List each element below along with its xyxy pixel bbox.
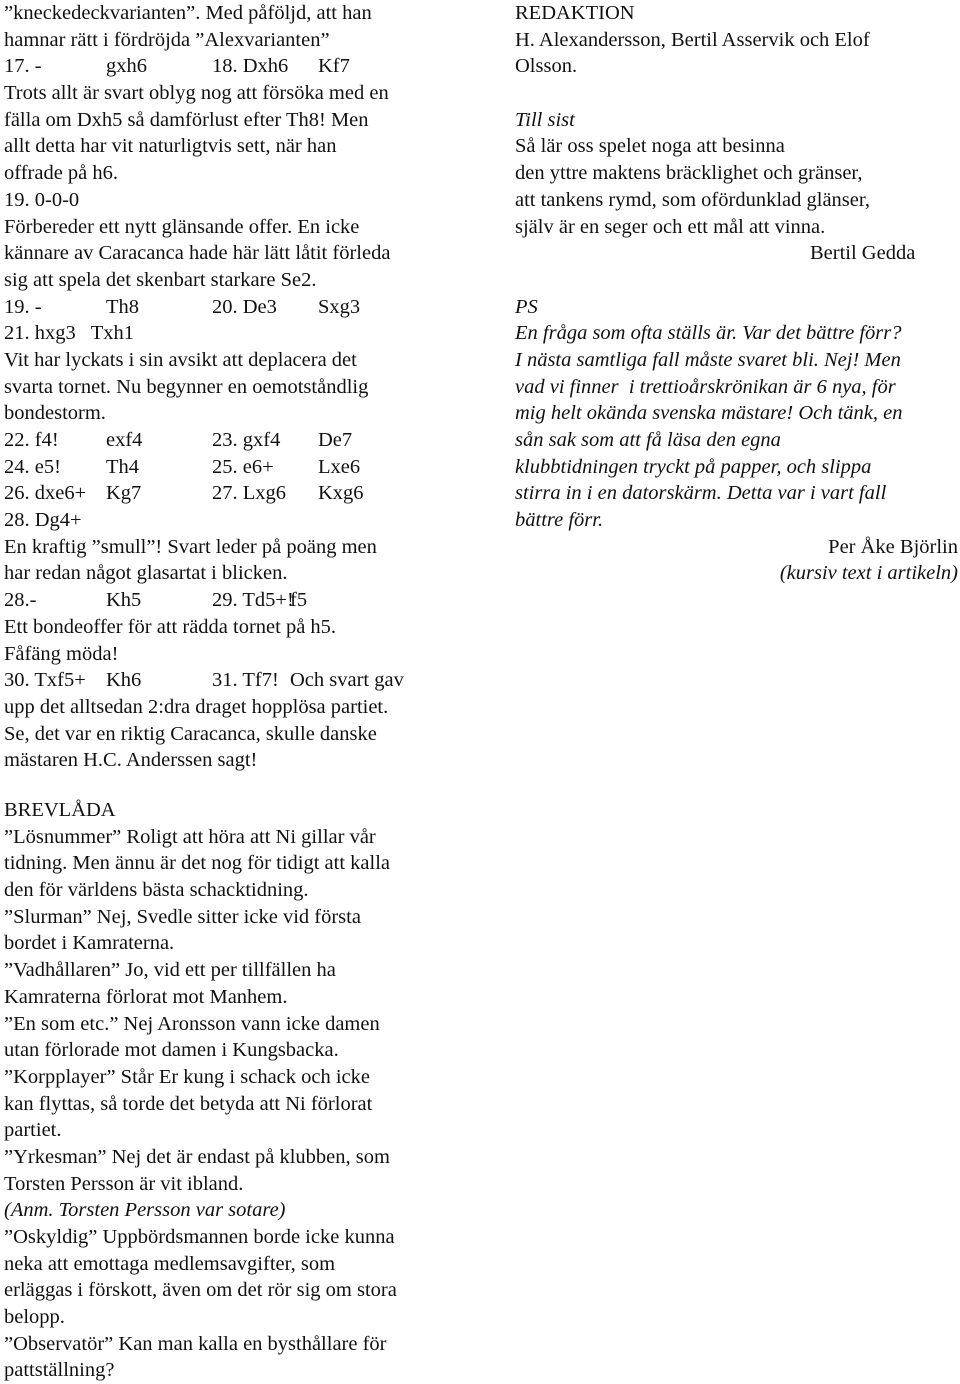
move-row [4, 480, 474, 507]
article-line: 19. 0-0-0 [4, 188, 80, 211]
letter-line: ”Lösnummer” Roligt att höra att Ni gillar vår [4, 825, 376, 848]
move-white: Kh6 [106, 669, 142, 692]
article-line: Se, det var en riktig Caracanca, skulle danske [4, 722, 377, 745]
section-heading: REDAKTION [515, 2, 635, 24]
section-heading: BREVLÅDA [4, 799, 116, 821]
ps-author: Per Åke Björlin [828, 535, 958, 558]
move-number: 24. e5! [4, 455, 61, 478]
article-line: Vit har lyckats i sin avsikt att deplacera det [4, 348, 357, 371]
letter-line: ”Yrkesman” Nej det är endast på klubben, som [4, 1145, 390, 1168]
chess-article [4, 0, 474, 774]
move-black: Lxe6 [318, 455, 361, 478]
article-line: Trots allt är svart oblyg nog att försöka med en [4, 82, 389, 105]
move-number: 18. Dxh6 [212, 55, 289, 78]
move-number: 17. - [4, 55, 42, 78]
letter-line: Kamraterna förlorat mot Manhem. [4, 985, 288, 1008]
ps-line: vad vi finner i trettioårskrönikan är 6 nya, för [515, 375, 896, 398]
article-line: En kraftig ”smull”! Svart leder på poäng men [4, 535, 377, 558]
letter-line: partiet. [4, 1119, 62, 1142]
poem-title: Till sist [515, 108, 575, 131]
letter-line: ”Slurman” Nej, Svedle sitter icke vid första [4, 905, 361, 928]
move-number: 30. Txf5+ [4, 669, 86, 692]
move-number: 31. Tf7! [212, 669, 279, 692]
letter-line: ”Observatör” Kan man kalla en bysthållare för [4, 1332, 387, 1355]
poem-section [515, 107, 960, 267]
move-black: f5 [290, 589, 308, 612]
move-comment: Och svart gav [290, 669, 404, 692]
article-line: allt detta har vit naturligtvis sett, när han [4, 135, 337, 158]
letter-line: kan flyttas, så torde det betyda att Ni förlorat [4, 1092, 373, 1115]
article-line: fälla om Dxh5 så damförlust efter Th8! Men [4, 108, 369, 131]
move-number: 27. Lxg6 [212, 482, 287, 505]
poem-line: Så lär oss spelet noga att besinna [515, 135, 785, 158]
poem-line: att tankens rymd, som ofördunklad glänser, [515, 188, 871, 211]
move-white: Kg7 [106, 482, 142, 505]
move-row [4, 667, 474, 694]
article-line: 28. Dg4+ [4, 509, 82, 532]
poem-line: själv är en seger och ett mål att vinna. [515, 215, 826, 238]
move-black: De7 [318, 429, 353, 451]
poem-line: den yttre maktens bräcklighet och gränser, [515, 162, 863, 185]
move-number: 23. gxf4 [212, 429, 281, 451]
move-black: Kxg6 [318, 482, 364, 505]
article-line: Fåfäng möda! [4, 642, 119, 665]
letter-line: belopp. [4, 1306, 65, 1329]
letter-line: tidning. Men ännu är det nog för tidigt att kalla [4, 852, 390, 875]
move-number: 22. f4! [4, 429, 59, 451]
ps-line: klubbtidningen tryckt på papper, och slippa [515, 455, 872, 478]
editor-note: (Anm. Torsten Persson var sotare) [4, 1199, 286, 1222]
move-white: Th8 [106, 295, 140, 318]
letter-line: ”Vadhållaren” Jo, vid ett per tillfällen ha [4, 959, 336, 982]
move-number: 28.- [4, 589, 37, 612]
poem-author: Bertil Gedda [810, 242, 916, 265]
move-white: Th4 [106, 455, 140, 478]
ps-line: bättre förr. [515, 509, 604, 532]
ps-line: En fråga som ofta ställs är. Var det bättre förr? [515, 322, 902, 345]
move-row [4, 587, 474, 614]
ps-line: I nästa samtliga fall måste svaret bli. Nej! Men [515, 348, 901, 371]
move-number: 26. dxe6+ [4, 482, 87, 505]
spacer [515, 80, 960, 107]
ps-section [515, 294, 960, 588]
move-row [4, 294, 474, 321]
article-line: kännare av Caracanca hade här lätt låtit förleda [4, 242, 391, 265]
article-line: mästaren H.C. Anderssen sagt! [4, 749, 258, 772]
article-line: offrade på h6. [4, 162, 119, 185]
article-line: 21. hxg3 Txh1 [4, 322, 135, 345]
move-white: exf4 [106, 429, 143, 451]
editors-line: H. Alexandersson, Bertil Asservik och Elof [515, 28, 870, 51]
ps-line: sån sak som att få läsa den egna [515, 429, 781, 451]
letter-line: ”Korpplayer” Står Er kung i schack och icke [4, 1065, 371, 1088]
letter-line: bordet i Kamraterna. [4, 932, 175, 955]
article-line: upp det alltsedan 2:dra draget hopplösa partiet. [4, 695, 389, 718]
move-white: Kh5 [106, 589, 142, 612]
move-white: gxh6 [106, 55, 147, 78]
move-number: 25. e6+ [212, 455, 274, 478]
letter-line: neka att emottaga medlemsavgifter, som [4, 1252, 336, 1275]
letter-line: utan förlorade mot damen i Kungsbacka. [4, 1039, 339, 1062]
move-number: 29. Td5+! [212, 589, 294, 612]
article-line: hamnar rätt i fördröjda ”Alexvarianten” [4, 28, 330, 51]
article-line: Ett bondeoffer för att rädda tornet på h5. [4, 615, 337, 638]
move-number: 20. De3 [212, 295, 277, 318]
spacer [515, 267, 960, 294]
move-row [4, 53, 474, 80]
move-row [4, 454, 474, 481]
letter-line: den för världens bästa schacktidning. [4, 879, 309, 902]
ps-note: (kursiv text i artikeln) [779, 562, 958, 585]
ps-heading: PS [515, 295, 538, 318]
letter-line: ”Oskyldig” Uppbördsmannen borde icke kunna [4, 1226, 395, 1248]
letter-line: pattställning? [4, 1359, 115, 1382]
article-line: bondestorm. [4, 402, 106, 425]
redaktion-section [515, 0, 960, 80]
article-line: svarta tornet. Nu begynner en oemotståndlig [4, 375, 369, 398]
ps-line: mig helt okända svenska mästare! Och tänk, en [515, 402, 903, 425]
article-line: har redan något glasartat i blicken. [4, 562, 288, 585]
letter-line: Torsten Persson är vit ibland. [4, 1172, 244, 1195]
move-black: Kf7 [318, 55, 350, 78]
letter-line: ”En som etc.” Nej Aronsson vann icke damen [4, 1012, 380, 1035]
brevlada-section [4, 797, 474, 1384]
move-number: 19. - [4, 295, 42, 318]
ps-line: stirra in i en datorskärm. Detta var i vart fall [515, 482, 887, 505]
letter-line: erläggas i förskott, även om det rör sig om stora [4, 1279, 397, 1302]
right-column [515, 0, 960, 587]
editors-line: Olsson. [515, 55, 578, 78]
move-black: Sxg3 [318, 295, 361, 318]
move-row [4, 427, 474, 454]
article-line: Förbereder ett nytt glänsande offer. En icke [4, 215, 360, 238]
article-line: sig att spela det skenbart starkare Se2. [4, 268, 317, 291]
article-line: ”kneckedeckvarianten”. Med påföljd, att han [4, 2, 372, 24]
